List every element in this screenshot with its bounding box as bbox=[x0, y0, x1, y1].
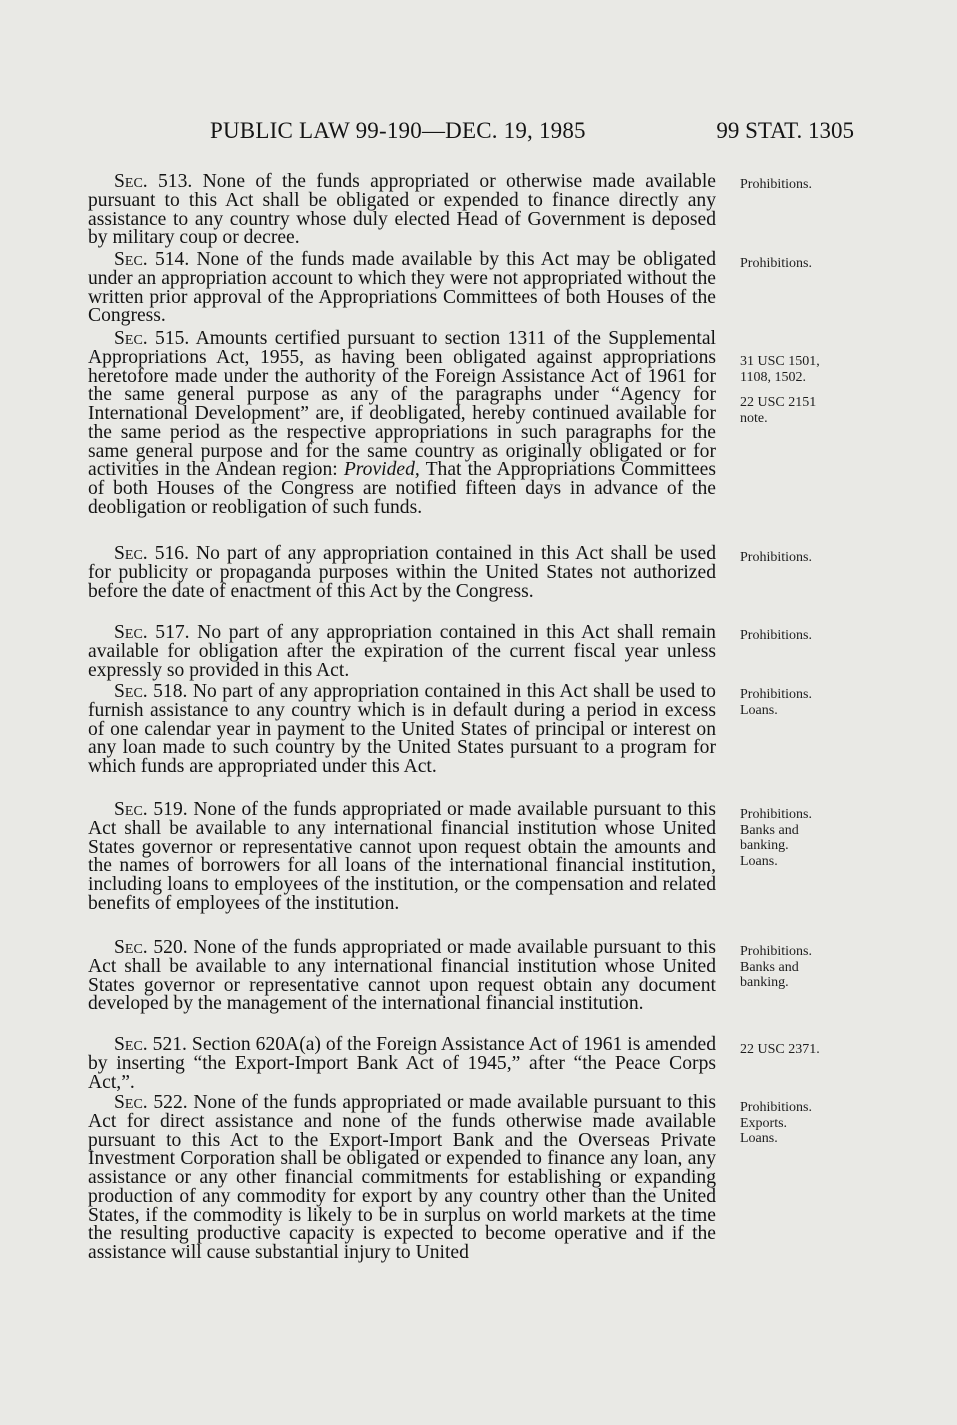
margin-note-line: Prohibitions. bbox=[740, 628, 812, 643]
section-text: None of the funds appropriated or made available pursuant to this Act shall be available to any international financial institution whose United States governor or representative cannot upon request obtain any document developed by the management of the international financial institution. bbox=[88, 937, 716, 1015]
section-text: No part of any appropriation contained in this Act shall be used for publicity or propaganda purposes within the United States not authorized before the date of enactment of this Act by the Congress. bbox=[88, 543, 716, 602]
section-label: Sec. bbox=[114, 681, 148, 702]
section-label: Sec. bbox=[114, 249, 148, 270]
margin-note-515-note bbox=[740, 395, 850, 426]
margin-note-514 bbox=[740, 256, 850, 272]
margin-note-line: 22 USC 2371. bbox=[740, 1042, 820, 1057]
margin-note-513 bbox=[740, 177, 850, 193]
section-text-continued: That the Appropriations Committees of both Houses of the Congress are notified fifteen days in advance of the deobligation or reobligation of such funds. bbox=[88, 459, 716, 518]
section-text: Section 620A(a) of the Foreign Assistance Act of 1961 is amended by inserting “the Export-Import Bank Act of 1945,” after “the Peace Corps Act,”. bbox=[88, 1034, 717, 1093]
proviso-emphasis: Provided, bbox=[343, 459, 420, 481]
section-number: 521. bbox=[152, 1034, 187, 1055]
section-521 bbox=[88, 1036, 716, 1092]
section-text: No part of any appropriation contained in this Act shall remain available for obligation after the expiration of the current fiscal year unless expressly so provided in this Act. bbox=[88, 622, 716, 681]
section-label: Sec. bbox=[114, 937, 148, 958]
section-text: None of the funds made available by this Act may be obligated under an appropriation account to which they were not appropriated without the written prior approval of the Appropriations Committees of both Houses of the Congress. bbox=[88, 249, 716, 327]
section-number: 517. bbox=[155, 622, 190, 643]
margin-note-line: Prohibitions. bbox=[740, 807, 812, 822]
margin-note-line: Loans. bbox=[740, 702, 778, 718]
margin-note-line: note. bbox=[740, 410, 768, 426]
section-text: Amounts certified pursuant to section 1311 of the Supplemental Appropriations Act, 1955, as having been obligated against appropriations heretofore made under the authority of the Foreign Assistance Act of 1961 for the same general purpose as any of the paragraphs under “Agency for International Development” are, if deobligated, hereby continued available for the same period as the respective appropriations in such paragraphs for the same general purpose and for the same country as originally obligated or for activities in the Andean region: bbox=[88, 328, 716, 481]
section-520 bbox=[88, 939, 716, 1014]
section-text: None of the funds appropriated or made available pursuant to this Act shall be available to any international financial institution whose United States governor or representative cannot upon request obtain the amounts and the names of borrowers for all loans of the international financial institution, including loans to employees of the institution, or the compensation and related benefits of employees of the institution. bbox=[88, 799, 716, 914]
page-header bbox=[88, 118, 854, 150]
section-number: 518. bbox=[153, 681, 188, 702]
public-law-title: PUBLIC LAW 99-190—DEC. 19, 1985 bbox=[210, 118, 586, 143]
section-number: 515. bbox=[155, 328, 190, 349]
section-number: 513. bbox=[158, 171, 193, 192]
margin-note-line: Prohibitions. bbox=[740, 550, 812, 565]
section-513 bbox=[88, 173, 716, 248]
section-519 bbox=[88, 801, 716, 914]
section-517 bbox=[88, 624, 716, 680]
section-label: Sec. bbox=[114, 1092, 148, 1113]
section-515 bbox=[88, 330, 716, 518]
margin-note-line: 22 USC 2151 bbox=[740, 395, 817, 410]
section-number: 516. bbox=[154, 543, 189, 564]
margin-note-line: Prohibitions. bbox=[740, 687, 812, 702]
section-number: 520. bbox=[153, 937, 188, 958]
margin-note-line: Prohibitions. bbox=[740, 177, 812, 192]
section-label: Sec. bbox=[114, 171, 148, 192]
section-label: Sec. bbox=[114, 799, 148, 820]
margin-note-521 bbox=[740, 1042, 850, 1058]
section-522 bbox=[88, 1094, 716, 1263]
section-number: 522. bbox=[153, 1092, 188, 1113]
margin-note-519 bbox=[740, 807, 850, 869]
section-text: No part of any appropriation contained in this Act shall be used to furnish assistance to any country which is in default during a period in excess of one calendar year in payment to the United States of principal or interest on any loan made to such country by the United States pursuant to a program for which funds are appropriated under this Act. bbox=[88, 681, 716, 777]
margin-note-line: Loans. bbox=[740, 1131, 778, 1146]
margin-note-520 bbox=[740, 944, 850, 991]
margin-note-line: Prohibitions. bbox=[740, 944, 812, 959]
margin-note-line: Prohibitions. bbox=[740, 256, 812, 271]
margin-note-line: Prohibitions. bbox=[740, 1100, 812, 1115]
section-text: None of the funds appropriated or made available pursuant to this Act for direct assistance and none of the funds otherwise made available pursuant to this Act to the Export-Import Bank and the Overseas Private Investment Corporation shall be obligated or expended to finance any loan, any assistance or any other financial commitments for establishing or expanding production of any commodity for export by any country other than the United States, if the commodity is likely to be in surplus on world markets at the time the resulting productive capacity is expected to become operative and if the assistance will cause substantial injury to United bbox=[88, 1092, 716, 1263]
section-label: Sec. bbox=[114, 622, 148, 643]
margin-note-518 bbox=[740, 687, 850, 718]
section-514 bbox=[88, 251, 716, 326]
section-518 bbox=[88, 683, 716, 777]
margin-note-line: Banks and bbox=[740, 959, 799, 975]
margin-note-line: 1108, 1502. bbox=[740, 369, 806, 385]
margin-note-line: Loans. bbox=[740, 853, 778, 869]
section-number: 519. bbox=[153, 799, 188, 820]
margin-note-line: Banks and bbox=[740, 822, 799, 838]
section-label: Sec. bbox=[114, 328, 148, 349]
section-number: 514. bbox=[154, 249, 190, 270]
section-label: Sec. bbox=[114, 543, 148, 564]
margin-note-line: Exports. bbox=[740, 1115, 788, 1131]
margin-note-line: banking. bbox=[740, 838, 789, 853]
margin-note-522 bbox=[740, 1100, 850, 1147]
margin-note-515-usc bbox=[740, 354, 850, 385]
section-text: None of the funds appropriated or otherwise made available pursuant to this Act shall be obligated or expended to finance directly any assistance to any country whose duly elected Head of Government is deposed by military coup or decree. bbox=[88, 171, 716, 249]
margin-note-517 bbox=[740, 628, 850, 644]
margin-note-line: banking. bbox=[740, 975, 789, 990]
section-516 bbox=[88, 545, 716, 601]
margin-note-516 bbox=[740, 550, 850, 566]
margin-note-line: 31 USC 1501, bbox=[740, 354, 820, 369]
section-label: Sec. bbox=[114, 1034, 148, 1055]
statute-page-number: 99 STAT. 1305 bbox=[716, 118, 854, 143]
